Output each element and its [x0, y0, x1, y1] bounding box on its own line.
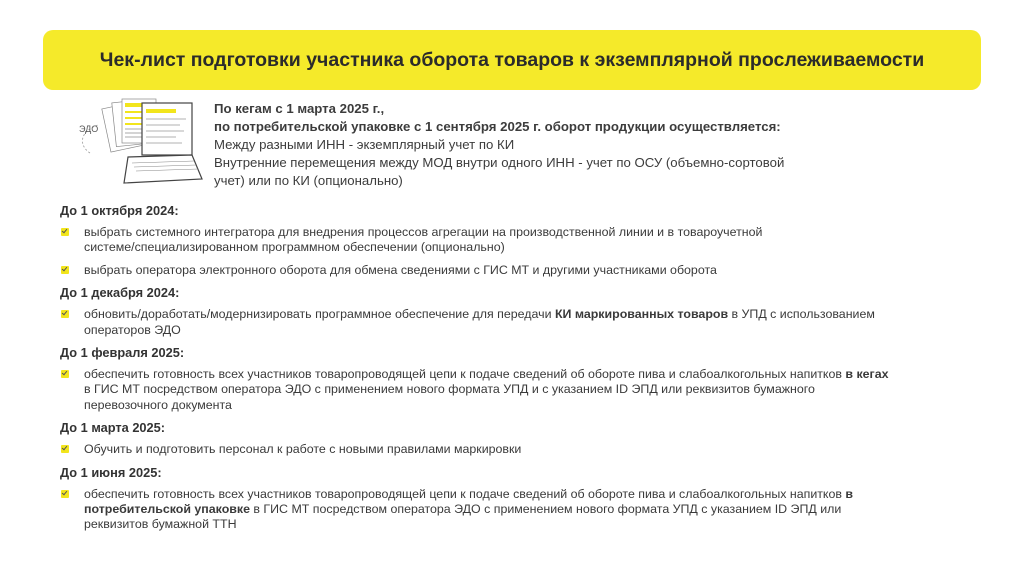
list-item: Обучить и подготовить персонал к работе с новыми правилами маркировки: [60, 442, 990, 457]
page-title: Чек-лист подготовки участника оборота товаров к экземплярной прослеживаемости: [43, 30, 981, 90]
checkmark-icon: [61, 266, 69, 274]
list-item: выбрать системного интегратора для внедрения процессов агрегации на производственной линии и в товароучетной системе/специализированном программном обеспечении (опционально): [60, 225, 990, 256]
list-item: обеспечить готовность всех участников товаропроводящей цепи к подаче сведений об обороте пива и слабоалкогольных напитков в кегах в ГИС МТ посредством оператора ЭДО с применением нового формата УПД и с указанием ID ЭПД или реквизитов бумажного перевозочного документа: [60, 367, 990, 413]
intro-line-internal: Внутренние перемещения между МОД внутри одного ИНН - учет по ОСУ (объемно-сортовой: [214, 155, 785, 170]
checkmark-icon: [61, 370, 69, 378]
intro-line-kegs: По кегам с 1 марта 2025 г.,: [214, 101, 385, 116]
checkmark-icon: [61, 228, 69, 236]
intro-line-package: по потребительской упаковке с 1 сентября 2025 г. оборот продукции осуществляется:: [214, 119, 781, 134]
checkmark-icon: [61, 490, 69, 498]
section-heading-mar-2025: До 1 марта 2025:: [60, 420, 166, 436]
checkmark-icon: [61, 310, 69, 318]
section-heading-dec-2024: До 1 декабря 2024:: [60, 285, 180, 301]
intro-line-inn: Между разными ИНН - экземплярный учет по КИ: [214, 137, 515, 152]
intro-line-internal-cont: учет) или по КИ (опционально): [214, 173, 403, 188]
intro-block: [214, 100, 914, 190]
checkmark-icon: [61, 445, 69, 453]
list-item: обеспечить готовность всех участников товаропроводящей цепи к подаче сведений об обороте пива и слабоалкогольных напитков в потребительской упаковке в ГИС МТ посредством оператора ЭДО с применением нового формата УПД с указанием ID ЭПД или реквизитов бумажной ТТН: [60, 487, 990, 533]
section-heading-oct-2024: До 1 октября 2024:: [60, 203, 179, 218]
checklist: [60, 199, 990, 540]
list-item: выбрать оператора электронного оборота для обмена сведениями с ГИС МТ и другими участниками оборота: [60, 263, 990, 278]
section-heading-feb-2025: До 1 февраля 2025:: [60, 345, 185, 361]
section-heading-jun-2025: До 1 июня 2025:: [60, 464, 162, 480]
list-item: обновить/доработать/модернизировать программное обеспечение для передачи КИ маркированных товаров в УПД с использованием операторов ЭДО: [60, 307, 990, 338]
laptop-documents-icon: [76, 95, 204, 195]
edo-label: ЭДО: [79, 124, 99, 134]
